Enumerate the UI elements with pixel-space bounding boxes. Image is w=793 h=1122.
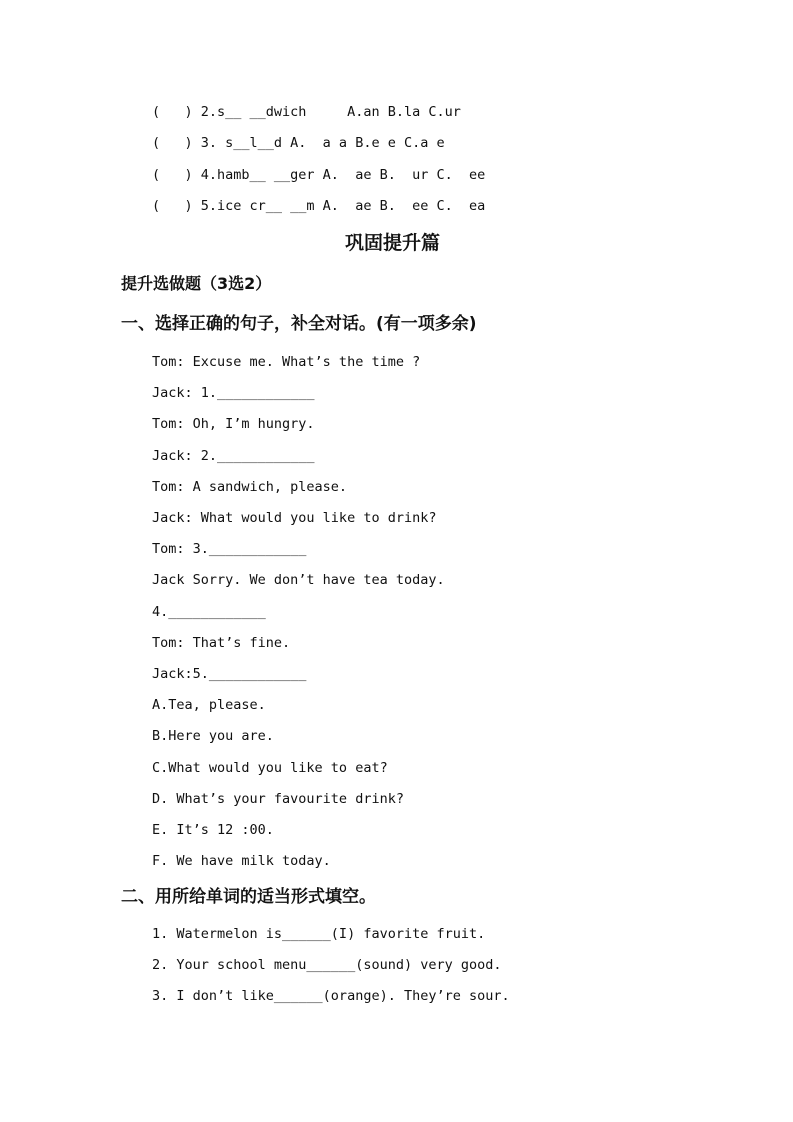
dialogue-line: Tom: That’s fine. [152,635,291,651]
phonics-question-4: ( ) 4.hamb__ __ger A. ae B. ur C. ee [152,167,486,183]
option-e: E. It’s 12 :00. [152,822,274,838]
dialogue-line: Jack:5.____________ [152,666,307,682]
dialogue-line: 4.____________ [152,604,266,620]
option-c: C.What would you like to eat? [152,760,388,776]
optional-note: 提升选做题（3选2） [121,274,272,293]
phonics-question-5: ( ) 5.ice cr__ __m A. ae B. ee C. ea [152,198,486,214]
part1-heading: 一、选择正确的句子，补全对话。(有一项多余) [121,314,477,334]
phonics-question-3: ( ) 3. s__l__d A. a a B.e e C.a e [152,135,445,151]
fill-blank-item-2: 2. Your school menu______(sound) very good. [152,957,502,973]
section-title: 巩固提升篇 [345,232,441,254]
option-a: A.Tea, please. [152,697,266,713]
dialogue-line: Tom: A sandwich, please. [152,479,348,495]
fill-blank-item-1: 1. Watermelon is______(I) favorite fruit. [152,926,486,942]
dialogue-line: Jack: What would you like to drink? [152,510,437,526]
dialogue-line: Jack: 2.____________ [152,448,315,464]
dialogue-line: Tom: Excuse me. What’s the time ? [152,354,421,370]
dialogue-line: Jack Sorry. We don’t have tea today. [152,572,445,588]
phonics-question-2: ( ) 2.s__ __dwich A.an B.la C.ur [152,104,461,120]
dialogue-line: Jack: 1.____________ [152,385,315,401]
option-d: D. What’s your favourite drink? [152,791,404,807]
option-f: F. We have milk today. [152,853,331,869]
dialogue-line: Tom: Oh, I’m hungry. [152,416,315,432]
option-b: B.Here you are. [152,728,274,744]
part2-heading: 二、用所给单词的适当形式填空。 [121,887,376,907]
dialogue-line: Tom: 3.____________ [152,541,307,557]
fill-blank-item-3: 3. I don’t like______(orange). They’re sour. [152,988,510,1004]
